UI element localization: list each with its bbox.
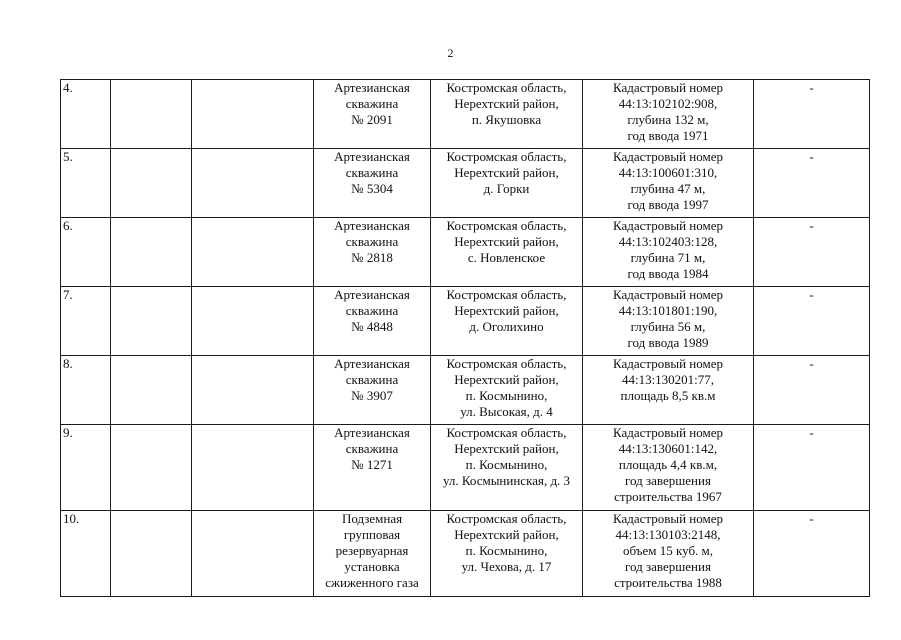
object-name-line: Артезианская: [334, 218, 410, 233]
object-name-line: скважина: [345, 441, 399, 456]
characteristics-line: 44:13:102102:908,: [618, 96, 718, 111]
characteristics-line: Кадастровый номер: [612, 356, 724, 371]
characteristics-line: Кадастровый номер: [612, 511, 724, 526]
note-cell: [754, 511, 870, 597]
row-number: 6.: [63, 218, 73, 233]
empty-cell: [192, 511, 314, 597]
note-cell: [754, 287, 870, 356]
note-cell: [754, 80, 870, 149]
object-name-line: Артезианская: [334, 356, 410, 371]
row-number: 7.: [63, 287, 73, 302]
empty-cell: [192, 356, 314, 425]
object-name-line: сжиженного газа: [325, 575, 419, 590]
row-number-cell: [61, 425, 111, 511]
characteristics-line: год завершения: [625, 473, 711, 488]
characteristics-line: 44:13:130103:2148,: [615, 527, 721, 542]
note-dash: -: [809, 511, 814, 526]
empty-cell: [111, 149, 192, 218]
note-cell: [754, 149, 870, 218]
table-row: [61, 511, 870, 597]
object-name-cell: [314, 356, 431, 425]
characteristics-cell: [583, 425, 754, 511]
note-cell: [754, 425, 870, 511]
object-name-line: № 1271: [351, 457, 393, 472]
characteristics-line: глубина 56 м,: [630, 319, 706, 334]
characteristics-line: строительства 1967: [614, 489, 722, 504]
address-cell: [431, 80, 583, 149]
address-cell: [431, 287, 583, 356]
object-name-line: скважина: [345, 165, 399, 180]
object-name-line: скважина: [345, 96, 399, 111]
property-table: [60, 79, 870, 597]
row-number: 8.: [63, 356, 73, 371]
empty-cell: [111, 218, 192, 287]
object-name-cell: [314, 425, 431, 511]
object-name-line: Артезианская: [334, 149, 410, 164]
address-line: ул. Космынинская, д. 3: [442, 473, 571, 488]
address-cell: [431, 511, 583, 597]
row-number: 10.: [63, 511, 80, 526]
address-cell: [431, 356, 583, 425]
characteristics-line: 44:13:101801:190,: [618, 303, 718, 318]
object-name-line: групповая: [343, 527, 401, 542]
empty-cell: [192, 149, 314, 218]
characteristics-cell: [583, 356, 754, 425]
note-dash: -: [809, 356, 814, 371]
address-cell: [431, 218, 583, 287]
table-row: [61, 287, 870, 356]
characteristics-line: 44:13:130601:142,: [618, 441, 718, 456]
object-name-cell: [314, 287, 431, 356]
address-line: ул. Чехова, д. 17: [461, 559, 552, 574]
address-line: Нерехтский район,: [454, 234, 559, 249]
note-dash: -: [809, 80, 814, 95]
row-number: 4.: [63, 80, 73, 95]
address-line: п. Космынино,: [465, 457, 548, 472]
address-line: Нерехтский район,: [454, 165, 559, 180]
note-dash: -: [809, 287, 814, 302]
empty-cell: [192, 218, 314, 287]
object-name-line: № 2818: [351, 250, 393, 265]
address-line: п. Космынино,: [465, 388, 548, 403]
object-name-cell: [314, 218, 431, 287]
object-name-cell: [314, 149, 431, 218]
row-number: 5.: [63, 149, 73, 164]
characteristics-line: Кадастровый номер: [612, 218, 724, 233]
row-number-cell: [61, 218, 111, 287]
address-line: д. Горки: [483, 181, 530, 196]
characteristics-line: строительства 1988: [614, 575, 722, 590]
object-name-line: установка: [344, 559, 400, 574]
characteristics-line: год ввода 1989: [627, 335, 709, 350]
object-name-line: № 2091: [351, 112, 393, 127]
row-number-cell: [61, 149, 111, 218]
note-cell: [754, 218, 870, 287]
table-row: [61, 80, 870, 149]
characteristics-line: Кадастровый номер: [612, 149, 724, 164]
characteristics-line: глубина 71 м,: [630, 250, 706, 265]
characteristics-line: 44:13:102403:128,: [618, 234, 718, 249]
row-number: 9.: [63, 425, 73, 440]
address-line: Костромская область,: [446, 80, 567, 95]
row-number-cell: [61, 287, 111, 356]
characteristics-line: глубина 132 м,: [627, 112, 709, 127]
address-line: Костромская область,: [446, 511, 567, 526]
address-line: Костромская область,: [446, 356, 567, 371]
characteristics-line: глубина 47 м,: [630, 181, 706, 196]
characteristics-line: Кадастровый номер: [612, 425, 724, 440]
address-line: п. Якушовка: [471, 112, 542, 127]
object-name-line: № 5304: [351, 181, 393, 196]
empty-cell: [192, 425, 314, 511]
address-line: Костромская область,: [446, 218, 567, 233]
object-name-line: скважина: [345, 234, 399, 249]
address-line: Нерехтский район,: [454, 441, 559, 456]
note-cell: [754, 356, 870, 425]
row-number-cell: [61, 511, 111, 597]
empty-cell: [192, 287, 314, 356]
address-line: Костромская область,: [446, 425, 567, 440]
table-row: [61, 425, 870, 511]
empty-cell: [111, 425, 192, 511]
address-line: с. Новленское: [467, 250, 546, 265]
address-line: ул. Высокая, д. 4: [460, 404, 553, 419]
characteristics-cell: [583, 218, 754, 287]
address-cell: [431, 149, 583, 218]
characteristics-line: 44:13:100601:310,: [618, 165, 718, 180]
note-dash: -: [809, 218, 814, 233]
address-line: Нерехтский район,: [454, 372, 559, 387]
object-name-line: Артезианская: [334, 80, 410, 95]
object-name-line: Артезианская: [334, 287, 410, 302]
characteristics-line: площадь 4,4 кв.м,: [618, 457, 718, 472]
row-number-cell: [61, 80, 111, 149]
characteristics-line: 44:13:130201:77,: [621, 372, 715, 387]
object-name-cell: [314, 511, 431, 597]
address-line: Костромская область,: [446, 287, 567, 302]
address-line: Костромская область,: [446, 149, 567, 164]
object-name-line: № 3907: [351, 388, 393, 403]
row-number-cell: [61, 356, 111, 425]
page-number: 2: [447, 46, 454, 60]
object-name-line: Артезианская: [334, 425, 410, 440]
characteristics-line: объем 15 куб. м,: [622, 543, 714, 558]
characteristics-line: год завершения: [625, 559, 711, 574]
characteristics-line: Кадастровый номер: [612, 80, 724, 95]
characteristics-cell: [583, 287, 754, 356]
table-row: [61, 149, 870, 218]
object-name-cell: [314, 80, 431, 149]
empty-cell: [111, 356, 192, 425]
characteristics-cell: [583, 511, 754, 597]
characteristics-line: год ввода 1971: [627, 128, 709, 143]
table-row: [61, 218, 870, 287]
empty-cell: [111, 287, 192, 356]
address-line: Нерехтский район,: [454, 527, 559, 542]
address-line: Нерехтский район,: [454, 303, 559, 318]
note-dash: -: [809, 149, 814, 164]
characteristics-line: Кадастровый номер: [612, 287, 724, 302]
characteristics-line: год ввода 1997: [627, 197, 709, 212]
note-dash: -: [809, 425, 814, 440]
address-line: Нерехтский район,: [454, 96, 559, 111]
object-name-line: скважина: [345, 372, 399, 387]
address-line: п. Космынино,: [465, 543, 548, 558]
address-cell: [431, 425, 583, 511]
empty-cell: [111, 511, 192, 597]
table-row: [61, 356, 870, 425]
object-name-line: Подземная: [341, 511, 403, 526]
empty-cell: [111, 80, 192, 149]
address-line: д. Оголихино: [469, 319, 544, 334]
object-name-line: резервуарная: [335, 543, 409, 558]
characteristics-line: год ввода 1984: [627, 266, 709, 281]
object-name-line: № 4848: [351, 319, 393, 334]
characteristics-cell: [583, 149, 754, 218]
object-name-line: скважина: [345, 303, 399, 318]
empty-cell: [192, 80, 314, 149]
characteristics-cell: [583, 80, 754, 149]
characteristics-line: площадь 8,5 кв.м: [620, 388, 716, 403]
